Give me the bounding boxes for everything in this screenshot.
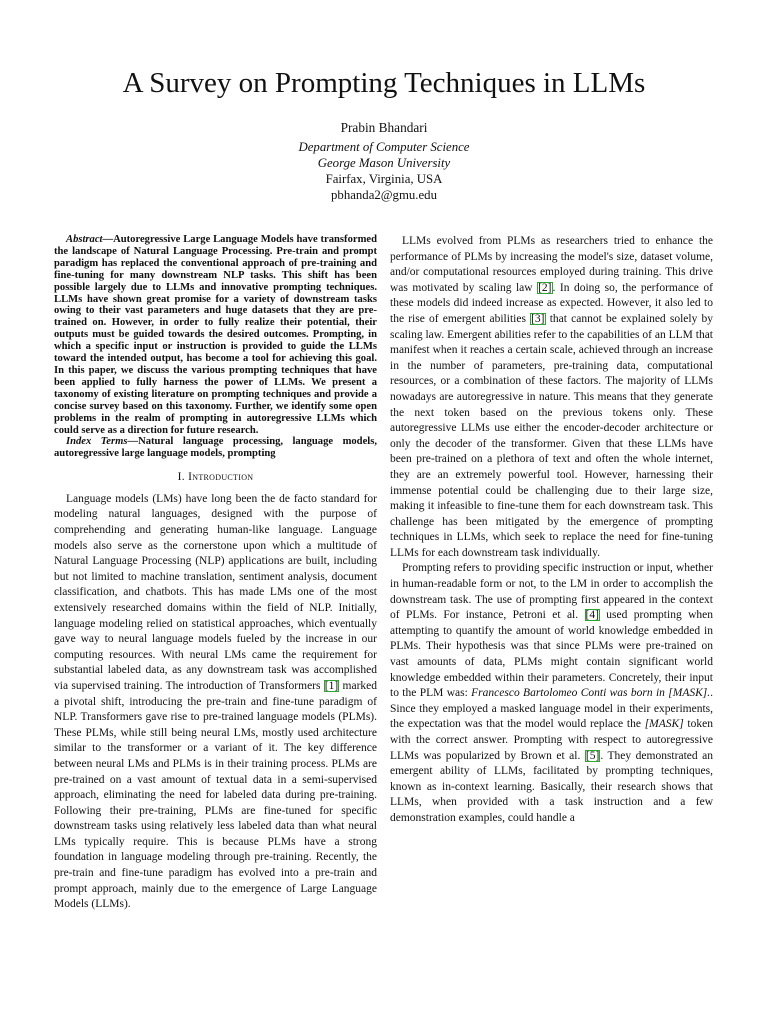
citation-link[interactable]: [3]	[531, 312, 545, 325]
citation-link[interactable]: [1]	[324, 679, 339, 692]
intro-paragraph-2	[390, 234, 713, 561]
intro-paragraph-1	[54, 492, 377, 913]
text-run: that cannot be explained solely by scaling law. Emergent abilities refer to the capabilities of an LLM that manifest when it reaches a certain scale, achieved through an increase in the number of parameters, pre-training data, computational resources, or a combination of these factors. The majority of LLMs nowadays are autoregressive in nature. This means that they generate the next token based on the previous tokens only. These autoregressive LLMs use either the encoder-decoder architecture or only the decoder of the transformer. Given that these LLMs have been pre-trained on a plethora of text and often the whole internet, they are an extremely powerful tool. However, harnessing their immense potential could be challenging due to their large size, making it infeasible to fine-tune them for each downstream task. This challenge has been mitigated by the emergence of prompting techniques in LLMs, which seek to replace the need for fine-tuning LLMs for each downstream task individually.	[390, 312, 713, 559]
author-university: George Mason University	[317, 156, 451, 170]
text-run: . In doing so, the performance of these models did indeed increase as expected. However, it also led to the rise of emergent abilities	[390, 281, 713, 325]
section-number: I.	[177, 471, 185, 484]
paper-title: A Survey on Prompting Techniques in LLMs	[122, 67, 646, 99]
citation-link[interactable]: [5]	[585, 749, 600, 762]
intro-paragraph-3	[390, 561, 713, 826]
author-department: Department of Computer Science	[298, 140, 470, 154]
author-location: Fairfax, Virginia, USA	[325, 172, 443, 186]
index-terms	[54, 436, 377, 460]
text-run: . They demonstrated an emergent ability of LLMs, facilitated by prompting techniques, known as in-context learning. Basically, their research shows that LLMs, when provided with a task instruction and a few demonstration examples, could handle a	[390, 749, 713, 824]
section-title: Introduction	[188, 471, 254, 484]
citation-link[interactable]: [2]	[538, 281, 552, 294]
text-run: Prompting refers to providing specific instruction or input, whether in human-readable form or not, to the LM in order to accomplish the downstream task. The use of prompting first appeared in the context of PLMs. For instance, Petroni et al.	[390, 562, 713, 622]
text-run: Language models (LMs) have long been the de facto standard for modeling natural languages, designed with the purpose of comprehending and generating human-like language. Language models also serve as the cornerstone upon which a multitude of Natural Language Processing (NLP) applications are built, including but not limited to machine translation, sentiment analysis, document classification, and chatbots. This has made LMs one of the most extensively researched domains within the field of NLP. Initially, language modeling relied on statistical approaches, which eventually gave way to neural language models fueled by the increase in our computing resources. With neural LMs came the requirement for substantial labeled data, as any downstream task was accomplished via supervised training. The introduction of Transformers	[54, 492, 377, 692]
right-column	[390, 234, 713, 827]
index-terms-text: —Natural language processing, language models, autoregressive large language models, prompting	[54, 436, 377, 460]
text-run: used prompting when attempting to quantify the amount of world knowledge embedded in PLMs. Their hypothesis was that since PLMs were pre-trained on vast amounts of data, PLMs might contain significant world knowledge embedded within their parameters. Concretely, their input to the PLM was:	[390, 609, 713, 700]
author-email: pbhanda2@gmu.edu	[331, 188, 437, 202]
text-run: marked a pivotal shift, introducing the pre-train and fine-tune paradigm of NLP. Transformers gave rise to pre-trained language models (PLMs). These PLMs, while still being neural LMs, mostly used architecture similar to the transformer or a variant of it. The key difference between neural LMs and PLMs is in their training process. PLMs are pre-trained on a vast amount of textual data in a semi-supervised approach, eliminating the need for labeled data during pre-training. Following their pre-training, PLMs are fine-tuned for specific downstream tasks using relatively less labeled data than what neural LMs typically require. This is because PLMs have a strong foundation in language modeling through pre-training. Recently, the pre-train and fine-tune paradigm has evolved into a pre-train and prompt approach, mainly due to the emergence of Large Language Models (LLMs).	[54, 679, 378, 911]
abstract-text: —Autoregressive Large Language Models have transformed the landscape of Natural Language Processing. Pre-train and prompt paradigm has replaced the conventional approach of pre-training and fine-tuning for many downstream NLP tasks. This shift has been possible largely due to LLMs and innovative prompting techniques. LLMs have shown great promise for a variety of downstream tasks owing to their vast parameters and huge datasets that they are pre-trained on. However, in order to fully realize their potential, their outputs must be guided towards the desired outcomes. Prompting, in which a specific input or instruction is provided to guide the LLMs toward the intended output, has become a tool for achieving this goal. In this paper, we discuss the various prompting techniques that have been applied to fully harness the power of LLMs. We present a taxonomy of existing literature on prompting techniques and provide a concise survey based on this taxonomy. Further, we identify some open problems in the realm of prompting in autoregressive LLMs which could serve as a direction for future research.	[54, 234, 377, 436]
citation-link[interactable]: [4]	[585, 609, 599, 622]
example-prompt: Francesco Bartolomeo Conti was born in [MASK].	[471, 687, 711, 700]
text-run: . Since they employed a masked language model in their experiments, the expectation was that the model would replace the	[390, 687, 713, 731]
text-run: token with the correct answer. Prompting with respect to autoregressive LLMs was popularized by Brown et al.	[390, 718, 713, 762]
text-run: LLMs evolved from PLMs as researchers tried to enhance the performance of PLMs by increasing the model's size, dataset volume, and/or computational resources employed during training. This drive was motivated by scaling law	[390, 235, 713, 294]
author-block	[0, 120, 768, 203]
abstract-label: Abstract	[66, 234, 103, 245]
mask-token: [MASK]	[644, 718, 684, 731]
section-heading	[54, 470, 377, 486]
index-terms-label: Index Terms	[66, 436, 128, 448]
abstract	[54, 234, 377, 436]
left-column	[54, 234, 377, 913]
author-name: Prabin Bhandari	[340, 120, 428, 135]
